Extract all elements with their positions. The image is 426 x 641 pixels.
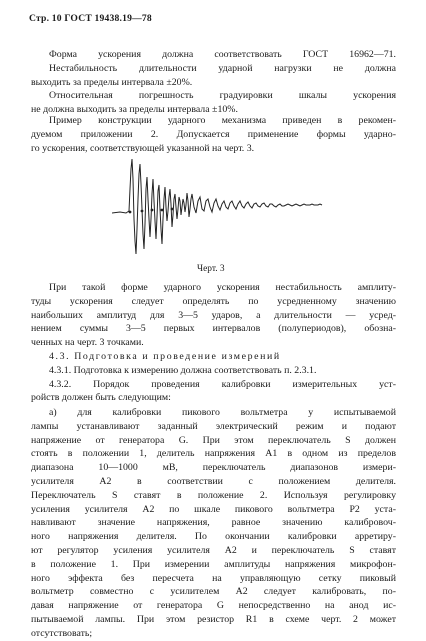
text-line: стоять в положении 1, делитель напряжения A1 в одном из пределов [31,448,396,460]
text-line: выходить за пределы интервала ±20%. [31,76,193,88]
text-line: отсутствовать; [31,627,93,639]
section-heading: 4.3. Подготовка и проведение измерений [49,351,281,362]
paragraph-accuracy [31,89,396,117]
text-line: Переключатель S ставят в положение 2. Используя регулировку [31,489,396,501]
paragraph-amplitude [31,281,396,350]
text-line: Относительная погрешность градуировки шкалы ускорения [49,90,396,101]
text-line: в положение 1. При измерении амплитуды напряжения микрофон- [31,558,396,570]
text-line: навливают значение напряжения, равное значению калибровоч- [31,517,396,529]
text-line: нением суммы 3—5 первых интервалов (полупериодов), обозна- [31,323,396,335]
text-line: ного эффекта без пересчета на управляющую сетку пиковый [31,572,396,584]
text-line: диапазона 10—1000 мВ, переключатель диапазонов измери- [31,462,396,474]
text-line: вольтметр совместно с усилителем A2 следует калибровать, по- [31,586,396,598]
paragraph-shape [31,48,396,89]
text-line: ного напряжения делителя. По окончании калибровки арретиру- [31,531,396,543]
figure-caption: Черт. 3 [197,264,225,274]
shock-waveform-figure [112,149,332,259]
text-line: ченных на черт. 3 точками. [31,337,144,349]
text-line: ют регулятор усиления усилителя A2 и переключатель S ставят [31,544,396,556]
text-line: а) для калибровки пикового вольтметра у испытываемой [49,407,396,418]
text-line: напряжение от генератора G. При этом переключатель S должен [31,434,396,446]
text-line: лампы устанавливают заданный электрический режим и подают [31,420,396,432]
text-line: Форма ускорения должна соответствовать ГОСТ 16962—71. [49,49,396,60]
text-line: давая напряжение от генератора G непосредственно на анод ис- [31,600,396,612]
text-line: ройств должен быть следующим: [31,392,171,404]
list-item-a [31,406,396,641]
text-line: пытываемой лампы. При этом резистор R1 в схеме черт. 2 может [31,613,396,625]
text-line: Нестабильность длительности ударной нагрузки не должна [49,62,396,74]
text-line: усиления усилителя A2 по шкале пикового вольтметра P2 уста- [31,503,396,515]
page-header: Стр. 10 ГОСТ 19438.19—78 [29,13,152,24]
text-line: не должна выходить за пределы интервала ±10%. [31,103,238,115]
text-line: дуемом приложении 2. Допускается применение формы ударно- [31,128,396,140]
text-line: наибольших амплитуд для 3—5 ударов, а длительности — усред- [31,309,396,321]
text-line: 4.3.1. Подготовка к измерению должна соответствовать п. 2.3.1. [49,364,317,376]
text-line: го ускорения, соответствующей указанной на черт. 3. [31,142,255,154]
text-line: усилителя A2 в соответствии с положением делителя. [31,475,396,487]
text-line: туды ускорения следует определять по усредненному значению [31,295,396,307]
text-line: Пример конструкции ударного механизма приведен в рекомен- [49,115,396,126]
section-4-3 [31,350,396,405]
text-line: 4.3.2. Порядок проведения калибровки измерительных уст- [49,378,396,390]
text-line: При такой форме ударного ускорения нестабильность амплиту- [49,282,396,293]
